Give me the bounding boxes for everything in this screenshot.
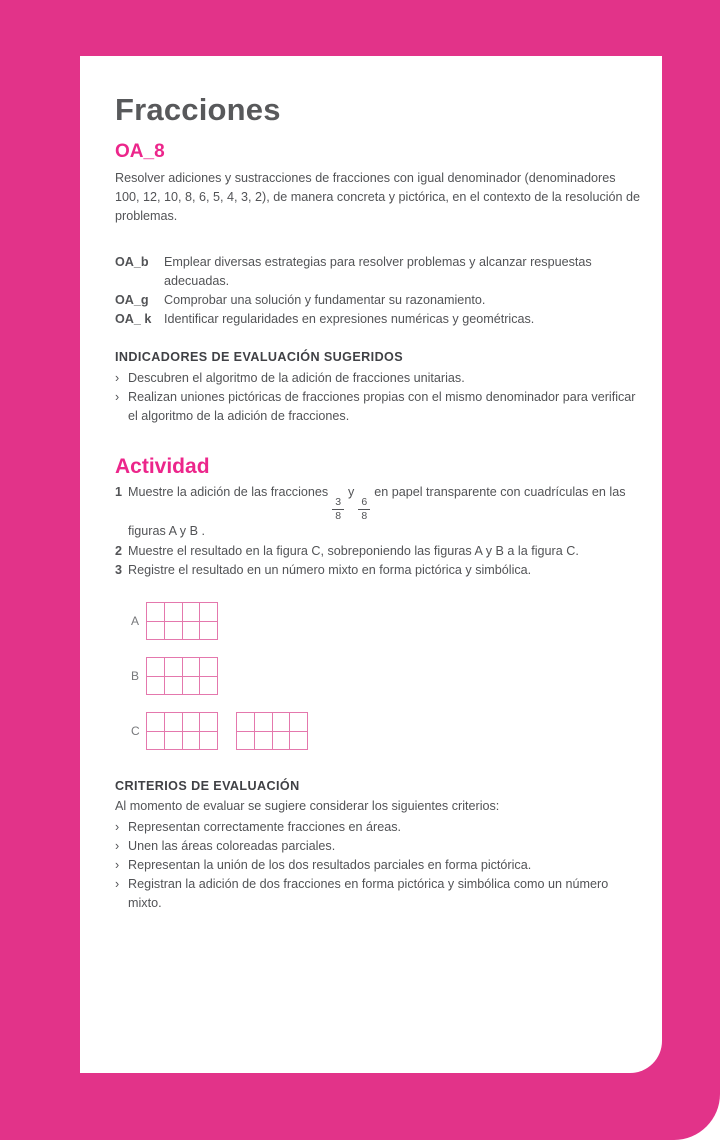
figure-row-c: [115, 712, 642, 751]
oa-description: Resolver adiciones y sustracciones de fracciones con igual denominador (denominadores 100, 12, 10, 8, 6, 5, 4, 3, 2), de manera concreta y pictórica, en el contexto de la resolución de problemas.: [115, 171, 641, 223]
list-item: [115, 856, 642, 875]
list-item-text: Unen las áreas coloreadas parciales.: [128, 838, 336, 853]
step-text-after: en papel transparente con cuadrículas en las figuras A y B .: [128, 485, 626, 538]
indicators-list: [115, 369, 642, 426]
grid-cell: [165, 603, 182, 621]
grid-cell: [183, 713, 200, 731]
oa-heading: OA_8: [115, 141, 165, 162]
document-page: [80, 56, 662, 1073]
page-title: Fracciones: [115, 92, 281, 127]
grid-cell: [165, 622, 182, 640]
grid-cell: [183, 622, 200, 640]
step-number: 2: [115, 543, 123, 558]
chevron-bullet-icon: ›: [115, 876, 120, 891]
grid-cell: [147, 677, 164, 695]
objective-code: OA_g: [115, 293, 149, 307]
criteria-section: [115, 777, 642, 913]
activity-step: [115, 483, 642, 542]
grid-cell: [273, 713, 290, 731]
chevron-bullet-icon: ›: [115, 838, 120, 853]
indicators-heading: INDICADORES DE EVALUACIÓN SUGERIDOS: [115, 350, 404, 364]
grid-cell: [147, 603, 164, 621]
objective-text: Identificar regularidades en expresiones numéricas y geométricas.: [164, 312, 535, 326]
grid-cell: [200, 658, 217, 676]
objective-code: OA_b: [115, 255, 149, 269]
grid-cell: [273, 732, 290, 750]
objective-row: [115, 253, 642, 291]
fraction-conjunction: y: [348, 485, 355, 499]
grid-cell: [165, 713, 182, 731]
oa-section: [115, 140, 642, 329]
list-item: [115, 837, 642, 856]
grid-cell: [147, 658, 164, 676]
step-text: Registre el resultado en un número mixto en forma pictórica y simbólica.: [128, 563, 532, 577]
fraction-denominator: 8: [361, 510, 368, 522]
fraction-numerator: 6: [358, 497, 370, 510]
indicators-section: [115, 348, 642, 426]
grid-cell: [200, 713, 217, 731]
grid-cell: [237, 732, 254, 750]
fraction-denominator: 8: [335, 510, 342, 522]
grid-cell: [183, 677, 200, 695]
objective-row: [115, 310, 642, 329]
grid-cell: [200, 603, 217, 621]
figure-label: C: [131, 724, 140, 738]
grid-cell: [165, 677, 182, 695]
fraction-numerator: 3: [332, 497, 344, 510]
list-item: [115, 818, 642, 837]
step-text: Muestre el resultado en la figura C, sobreponiendo las figuras A y B a la figura C.: [128, 543, 579, 558]
grid-cell: [237, 713, 254, 731]
grid-cell: [147, 622, 164, 640]
criteria-intro: Al momento de evaluar se sugiere considerar los siguientes criterios:: [115, 798, 500, 813]
figure-row-b: [115, 657, 642, 696]
grid-cell: [183, 603, 200, 621]
grid-cell: [200, 732, 217, 750]
step-text: [128, 483, 638, 542]
grid-cell: [147, 732, 164, 750]
activity-steps: [115, 483, 642, 581]
list-item-text: Representan correctamente fracciones en áreas.: [128, 819, 402, 834]
fraction-grid: [146, 657, 218, 695]
activity-heading: Actividad: [115, 455, 210, 478]
fraction-six-eighths: [358, 497, 370, 522]
objective-text: Comprobar una solución y fundamentar su razonamiento.: [164, 293, 486, 307]
criteria-heading: CRITERIOS DE EVALUACIÓN: [115, 778, 300, 793]
figure-row-a: [115, 602, 642, 641]
list-item-text: Registran la adición de dos fracciones en forma pictórica y simbólica como un número mixto.: [128, 876, 609, 910]
objectives-list: [115, 253, 642, 329]
grid-cell: [255, 732, 272, 750]
grid-cell: [255, 713, 272, 731]
step-text-before: Muestre la adición de las fracciones: [128, 485, 329, 499]
activity-section: [115, 454, 642, 751]
figures-block: [115, 602, 642, 751]
activity-step: [115, 561, 642, 581]
grid-cell: [165, 658, 182, 676]
step-number: 1: [115, 485, 123, 499]
objective-code: OA_ k: [115, 312, 152, 326]
grid-cell: [147, 713, 164, 731]
step-number: 3: [115, 563, 123, 577]
grid-cell: [183, 732, 200, 750]
list-item: [115, 875, 642, 913]
chevron-bullet-icon: ›: [115, 857, 120, 872]
list-item-text: Representan la unión de los dos resultados parciales en forma pictórica.: [128, 857, 532, 872]
grid-cell: [290, 732, 307, 750]
activity-step: [115, 542, 642, 562]
grid-cell: [183, 658, 200, 676]
grid-cell: [290, 713, 307, 731]
fraction-grid: [146, 712, 218, 750]
fraction-grid: [236, 712, 308, 750]
figure-label: A: [131, 614, 140, 628]
grid-cell: [200, 677, 217, 695]
chevron-bullet-icon: ›: [115, 371, 120, 385]
chevron-bullet-icon: ›: [115, 390, 120, 404]
grid-cell: [165, 732, 182, 750]
fraction-three-eighths: [332, 497, 344, 522]
chevron-bullet-icon: ›: [115, 819, 120, 834]
objective-row: [115, 291, 642, 310]
fraction-grid: [146, 602, 218, 640]
list-item-text: Descubren el algoritmo de la adición de fracciones unitarias.: [128, 371, 465, 385]
criteria-list: [115, 818, 642, 913]
list-item: [115, 369, 642, 388]
list-item: [115, 388, 642, 426]
list-item-text: Realizan uniones pictóricas de fracciones propias con el mismo denominador para verificar el algoritmo de la adición de fracciones.: [128, 390, 636, 423]
objective-text: Emplear diversas estrategias para resolver problemas y alcanzar respuestas adecuadas.: [164, 255, 592, 288]
figure-label: B: [131, 669, 140, 683]
grid-cell: [200, 622, 217, 640]
